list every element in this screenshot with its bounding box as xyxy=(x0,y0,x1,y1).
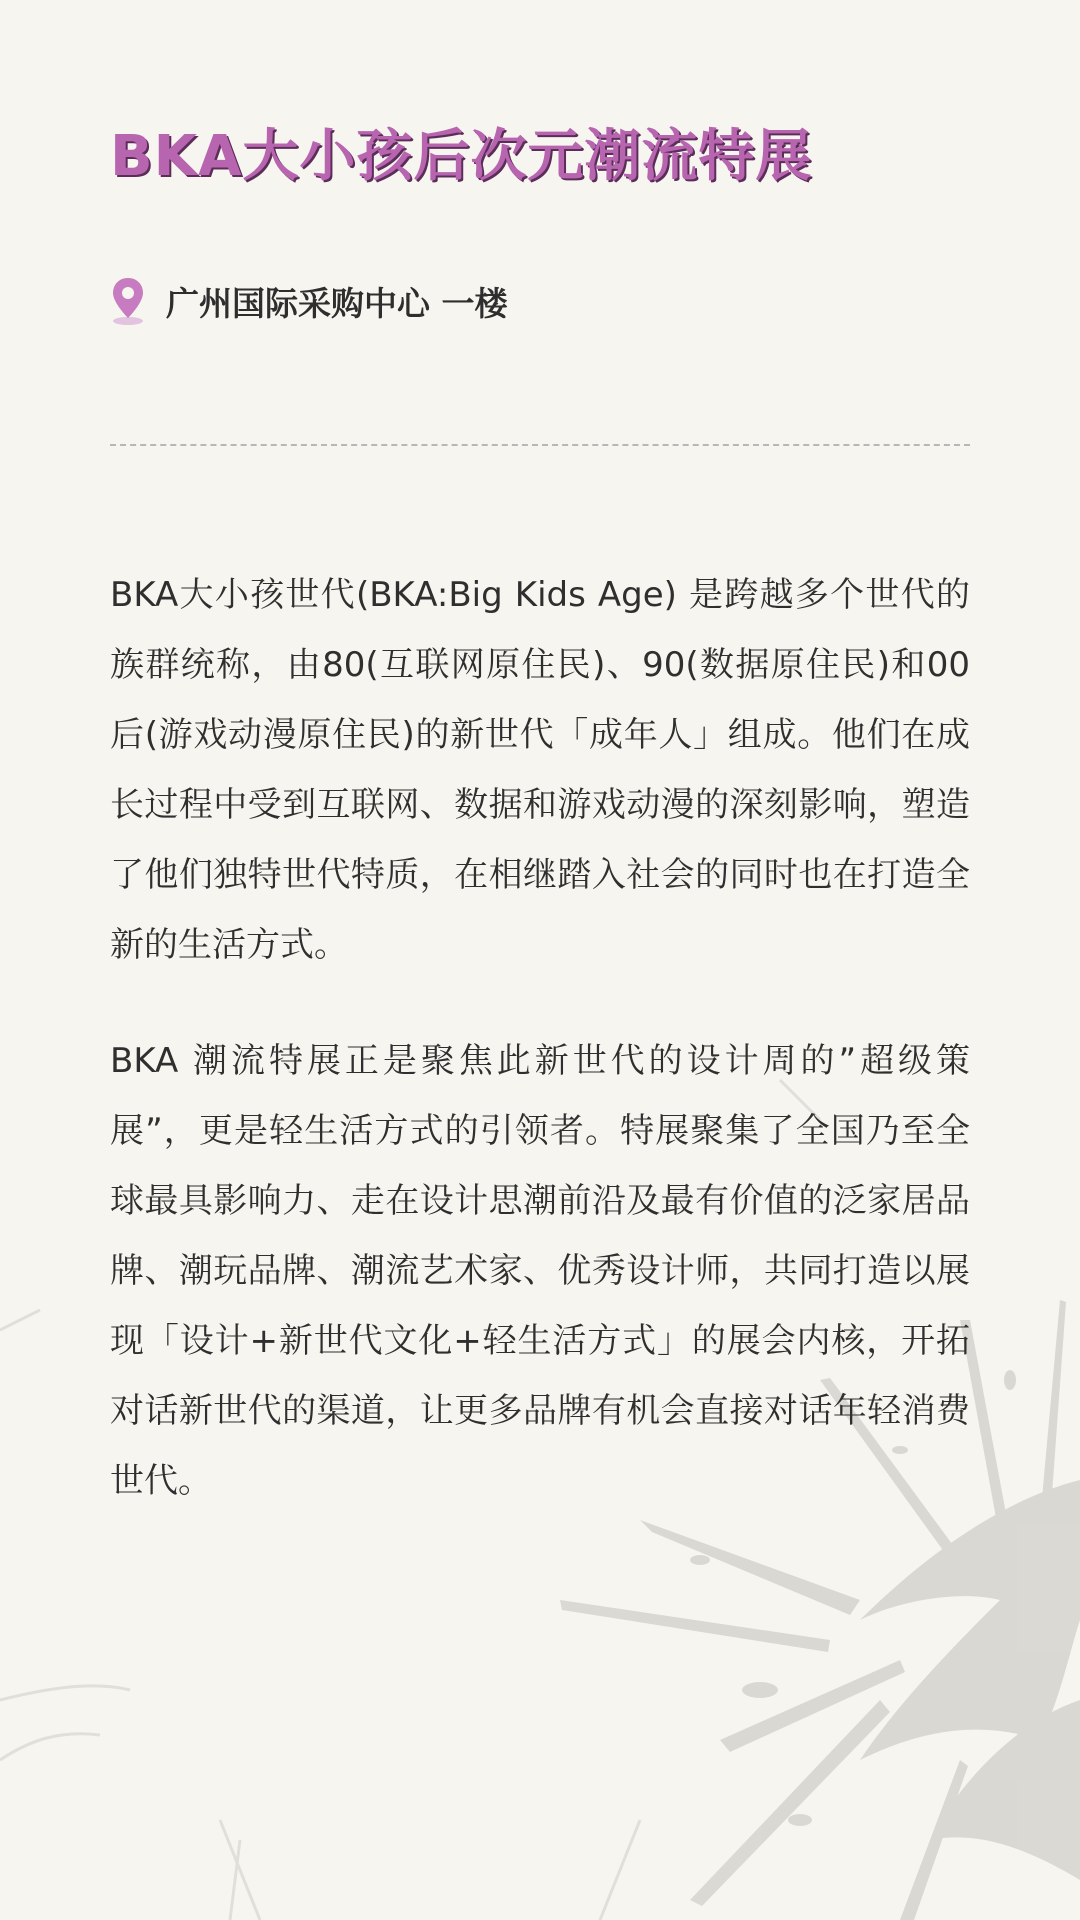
location-row xyxy=(110,276,508,326)
location-pin-icon xyxy=(110,276,146,326)
exhibition-paragraph: BKA 潮流特展正是聚焦此新世代的设计周的”超级策展”，更是轻生活方式的引领者。特展聚集了全国乃至全球最具影响力、走在设计思潮前沿及最有价值的泛家居品牌、潮玩品牌、潮流艺术家、优秀设计师，共同打造以展现「设计+新世代文化+轻生活方式」的展会内核，开拓对话新世代的渠道，让更多品牌有机会直接对话年轻消费世代。 xyxy=(110,1041,970,1501)
intro-paragraph: BKA大小孩世代(BKA:Big Kids Age) 是跨越多个世代的族群统称，由80(互联网原住民)、90(数据原住民)和00后(游戏动漫原住民)的新世代「成年人」组成。他们在成长过程中受到互联网、数据和游戏动漫的深刻影响，塑造了他们独特世代特质，在相继踏入社会的同时也在打造全新的生活方式。 xyxy=(110,575,970,965)
dashed-divider xyxy=(110,444,970,446)
page-title: BKA大小孩后次元潮流特展 xyxy=(110,124,813,189)
location-text: 广州国际采购中心 一楼 xyxy=(166,283,508,323)
